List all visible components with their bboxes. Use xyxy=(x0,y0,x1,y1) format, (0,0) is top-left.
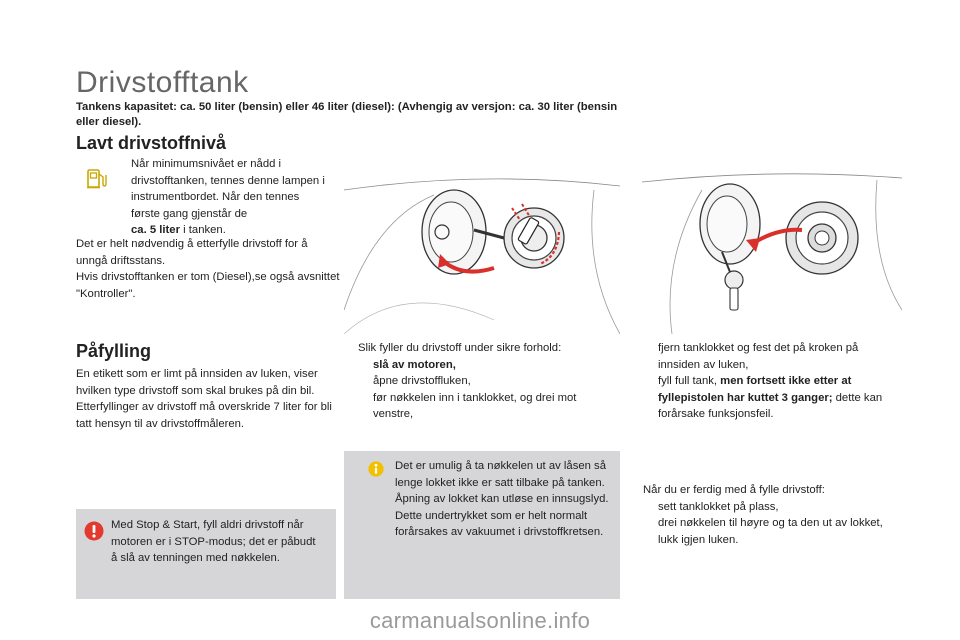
warning-text: Med Stop & Start, fyll aldri drivstoff når motoren er i STOP-modus; det er påbudt å slå av tenningen med nøkkelen. xyxy=(111,519,316,564)
info-icon xyxy=(368,461,384,477)
list-item: slå av motoren, xyxy=(373,358,456,371)
info-p1: Det er umulig å ta nøkkelen ut av låsen så lenge lokket ikke er satt tilbake på tanken. xyxy=(395,460,606,489)
list-item: sett tanklokket på plass, xyxy=(658,500,779,513)
info-p2: Åpning av lokket kan utløse en innsugslyd. Dette undertrykket som er helt normalt forårsakes av vakuumet i drivstoffkretsen. xyxy=(395,493,609,538)
low-fuel-p1: Det er helt nødvendig å etterfylle drivstoff for å unngå driftsstans. xyxy=(76,238,308,267)
warning-box xyxy=(76,509,336,599)
list-item: åpne drivstoffluken, xyxy=(373,375,471,387)
list-item: fyll full tank, men fortsett ikke etter at fyllepistolen har kuttet 3 ganger; dette kan forårsake funksjonsfeil. xyxy=(658,375,883,420)
refuel-p2: Etterfyllinger av drivstoff må overskride 7 liter for bli tatt hensyn til av drivstoffmåleren. xyxy=(76,401,332,430)
list-item: drei nøkkelen til høyre og ta den ut av lokket, xyxy=(658,517,883,529)
done-bullet-list xyxy=(643,499,898,549)
mid-bullet-list xyxy=(358,357,618,423)
page-title: Drivstofftank xyxy=(76,66,249,99)
refuel-heading: Påfylling xyxy=(76,341,152,361)
right-column-bottom xyxy=(643,482,898,548)
info-text xyxy=(395,458,610,541)
footer-watermark: carmanualsonline.info xyxy=(369,608,591,633)
capacity-subtitle: Tankens kapasitet: ca. 50 liter (bensin) eller 46 liter (diesel): (Avhengig av versjon: ca. 30 liter (bensin eller diesel). xyxy=(76,101,618,128)
fuel-pump-icon xyxy=(86,164,108,190)
low-fuel-paragraphs xyxy=(76,236,341,302)
done-intro: Når du er ferdig med å fylle drivstoff: xyxy=(643,484,825,496)
list-item: lukk igjen luken. xyxy=(658,533,739,546)
refuel-p1: En etikett som er limt på innsiden av luken, viser hvilken type drivstoff som skal brukes på din bil. xyxy=(76,368,318,397)
mid-intro: Slik fyller du drivstoff under sikre forhold: xyxy=(358,342,562,354)
fuel-flap-unlock-illustration xyxy=(344,160,620,334)
list-item: fjern tanklokket og fest det på kroken på innsiden av luken, xyxy=(658,342,859,371)
info-box xyxy=(344,451,620,599)
right-column-top xyxy=(643,340,898,423)
low-fuel-p2: Hvis drivstofftanken er tom (Diesel),se også avsnittet "Kontroller". xyxy=(76,271,340,300)
low-fuel-heading: Lavt drivstoffnivå xyxy=(76,133,227,153)
fuel-cap-removed-illustration xyxy=(642,160,902,334)
list-item: før nøkkelen inn i tanklokket, og drei mot venstre, xyxy=(373,391,577,420)
warning-icon xyxy=(84,521,104,541)
mid-column xyxy=(358,340,618,423)
low-fuel-lamp-text: Når minimumsnivået er nådd i drivstofftanken, tennes denne lampen i instrumentbordet. Når den tennes første gang gjenstår de ca. 5 liter i tanken. xyxy=(131,158,325,236)
right-bullet-list xyxy=(643,340,898,423)
refuel-paragraphs xyxy=(76,366,334,432)
